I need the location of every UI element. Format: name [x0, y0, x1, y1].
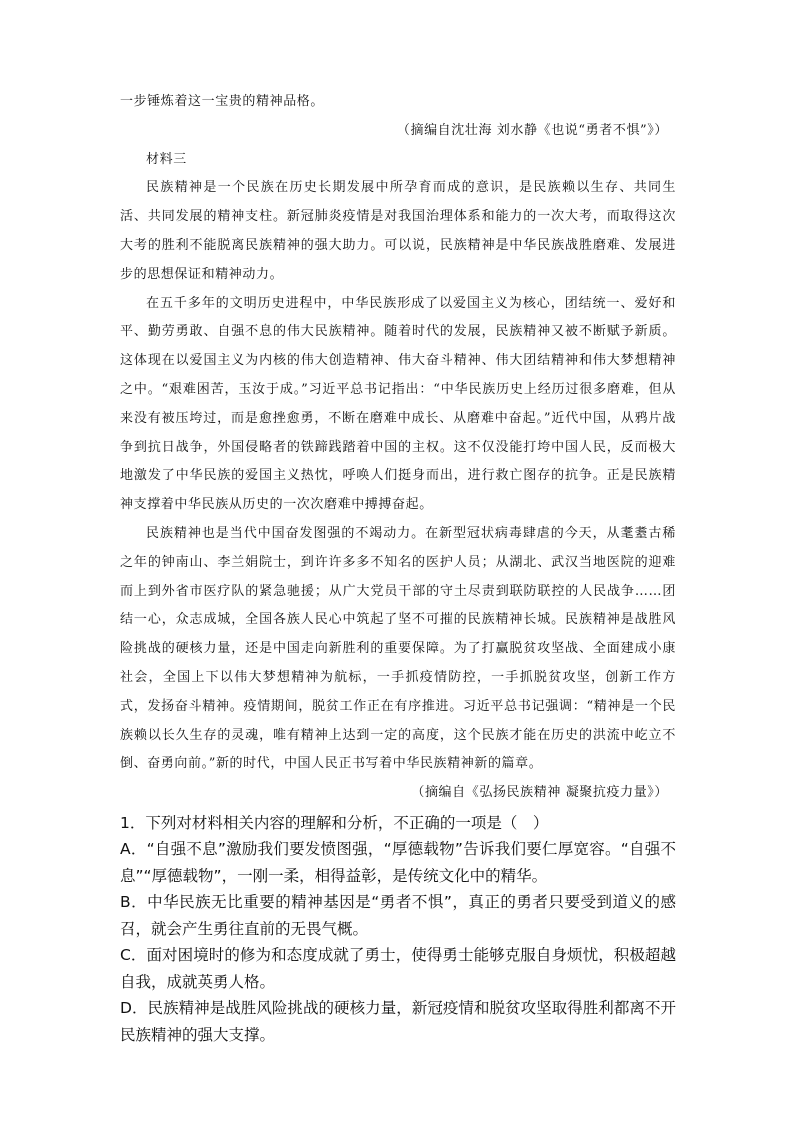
option-d: D．民族精神是战胜风险挑战的硬核力量，新冠疫情和脱贫攻坚取得胜利都离不开民族精神的强大支撑。 [120, 999, 676, 1044]
page-content [120, 88, 676, 1048]
paragraph-3: 民族精神也是当代中国奋发图强的不竭动力。在新型冠状病毒肆虐的今天，从耄耋古稀之年的钟南山、李兰娟院士，到许许多多不知名的医护人员；从湖北、武汉当地医院的迎难而上到外省市医疗队的紧急驰援；从广大党员干部的守土尽责到联防联控的人民战争……团结一心，众志成城，全国各族人民心中筑起了坚不可摧的民族精神长城。民族精神是战胜风险挑战的硬核力量，还是中国走向新胜利的重要保障。为了打赢脱贫攻坚战、全面建成小康社会，全国上下以伟大梦想精神为航标，一手抓疫情防控，一手抓脱贫攻坚，创新工作方式，发扬奋斗精神。疫情期间，脱贫工作正在有序推进。习近平总书记强调：“精神是一个民族赖以长久生存的灵魂，唯有精神上达到一定的高度，这个民族才能在历史的洪流中屹立不倒、奋勇向前。”新的时代，中国人民正书写着中华民族精神新的篇章。 [120, 525, 676, 772]
option-b: B．中华民族无比重要的精神基因是“勇者不惧”，真正的勇者只要受到道义的感召，就会产生勇往直前的无畏气概。 [120, 893, 676, 938]
paragraph-2: 在五千多年的文明历史进程中，中华民族形成了以爱国主义为核心，团结统一、爱好和平、勤劳勇敢、自强不息的伟大民族精神。随着时代的发展，民族精神又被不断赋予新质。这体现在以爱国主义为内核的伟大创造精神、伟大奋斗精神、伟大团结精神和伟大梦想精神之中。“艰难困苦，玉汝于成。”习近平总书记指出：“中华民族历史上经历过很多磨难，但从来没有被压垮过，而是愈挫愈勇，不断在磨难中成长、从磨难中奋起。”近代中国，从鸦片战争到抗日战争，外国侵略者的铁蹄践踏着中国的主权。这不仅没能打垮中国人民，反而极大地激发了中华民族的爱国主义热忱，呼唤人们挺身而出，进行救亡图存的抗争。正是民族精神支撑着中华民族从历史的一次次磨难中搏搏奋起。 [120, 295, 676, 513]
reading-excerpt [120, 88, 676, 808]
option-c: C．面对困境时的修为和态度成就了勇士，使得勇士能够克服自身烦忧，积极超越自我，成就英勇人格。 [120, 946, 676, 991]
continuation-line: 一步锤炼着这一宝贵的精神品格。 [120, 94, 325, 109]
question-block [120, 810, 676, 1049]
question-stem: 1．下列对材料相关内容的理解和分析，不正确的一项是（ ） [120, 813, 549, 832]
material-heading: 材料三 [146, 151, 187, 167]
source-citation-2: （摘编自《弘扬民族精神 凝聚抗疫力量》） [411, 785, 668, 801]
option-a: A．“自强不息”激励我们要发愤图强，“厚德载物”告诉我们要仁厚宽容。“自强不息”“厚德载物”，一刚一柔，相得益彰，是传统文化中的精华。 [120, 840, 676, 885]
source-citation-1: （摘编自沈壮海 刘水静《也说“勇者不惧”》） [396, 122, 668, 138]
paragraph-1: 民族精神是一个民族在历史长期发展中所孕育而成的意识，是民族赖以生存、共同生活、共同发展的精神支柱。新冠肺炎疫情是对我国治理体系和能力的一次大考，而取得这次大考的胜利不能脱离民族精神的强大助力。可以说，民族精神是中华民族战胜磨难、发展进步的思想保证和精神动力。 [120, 180, 676, 282]
